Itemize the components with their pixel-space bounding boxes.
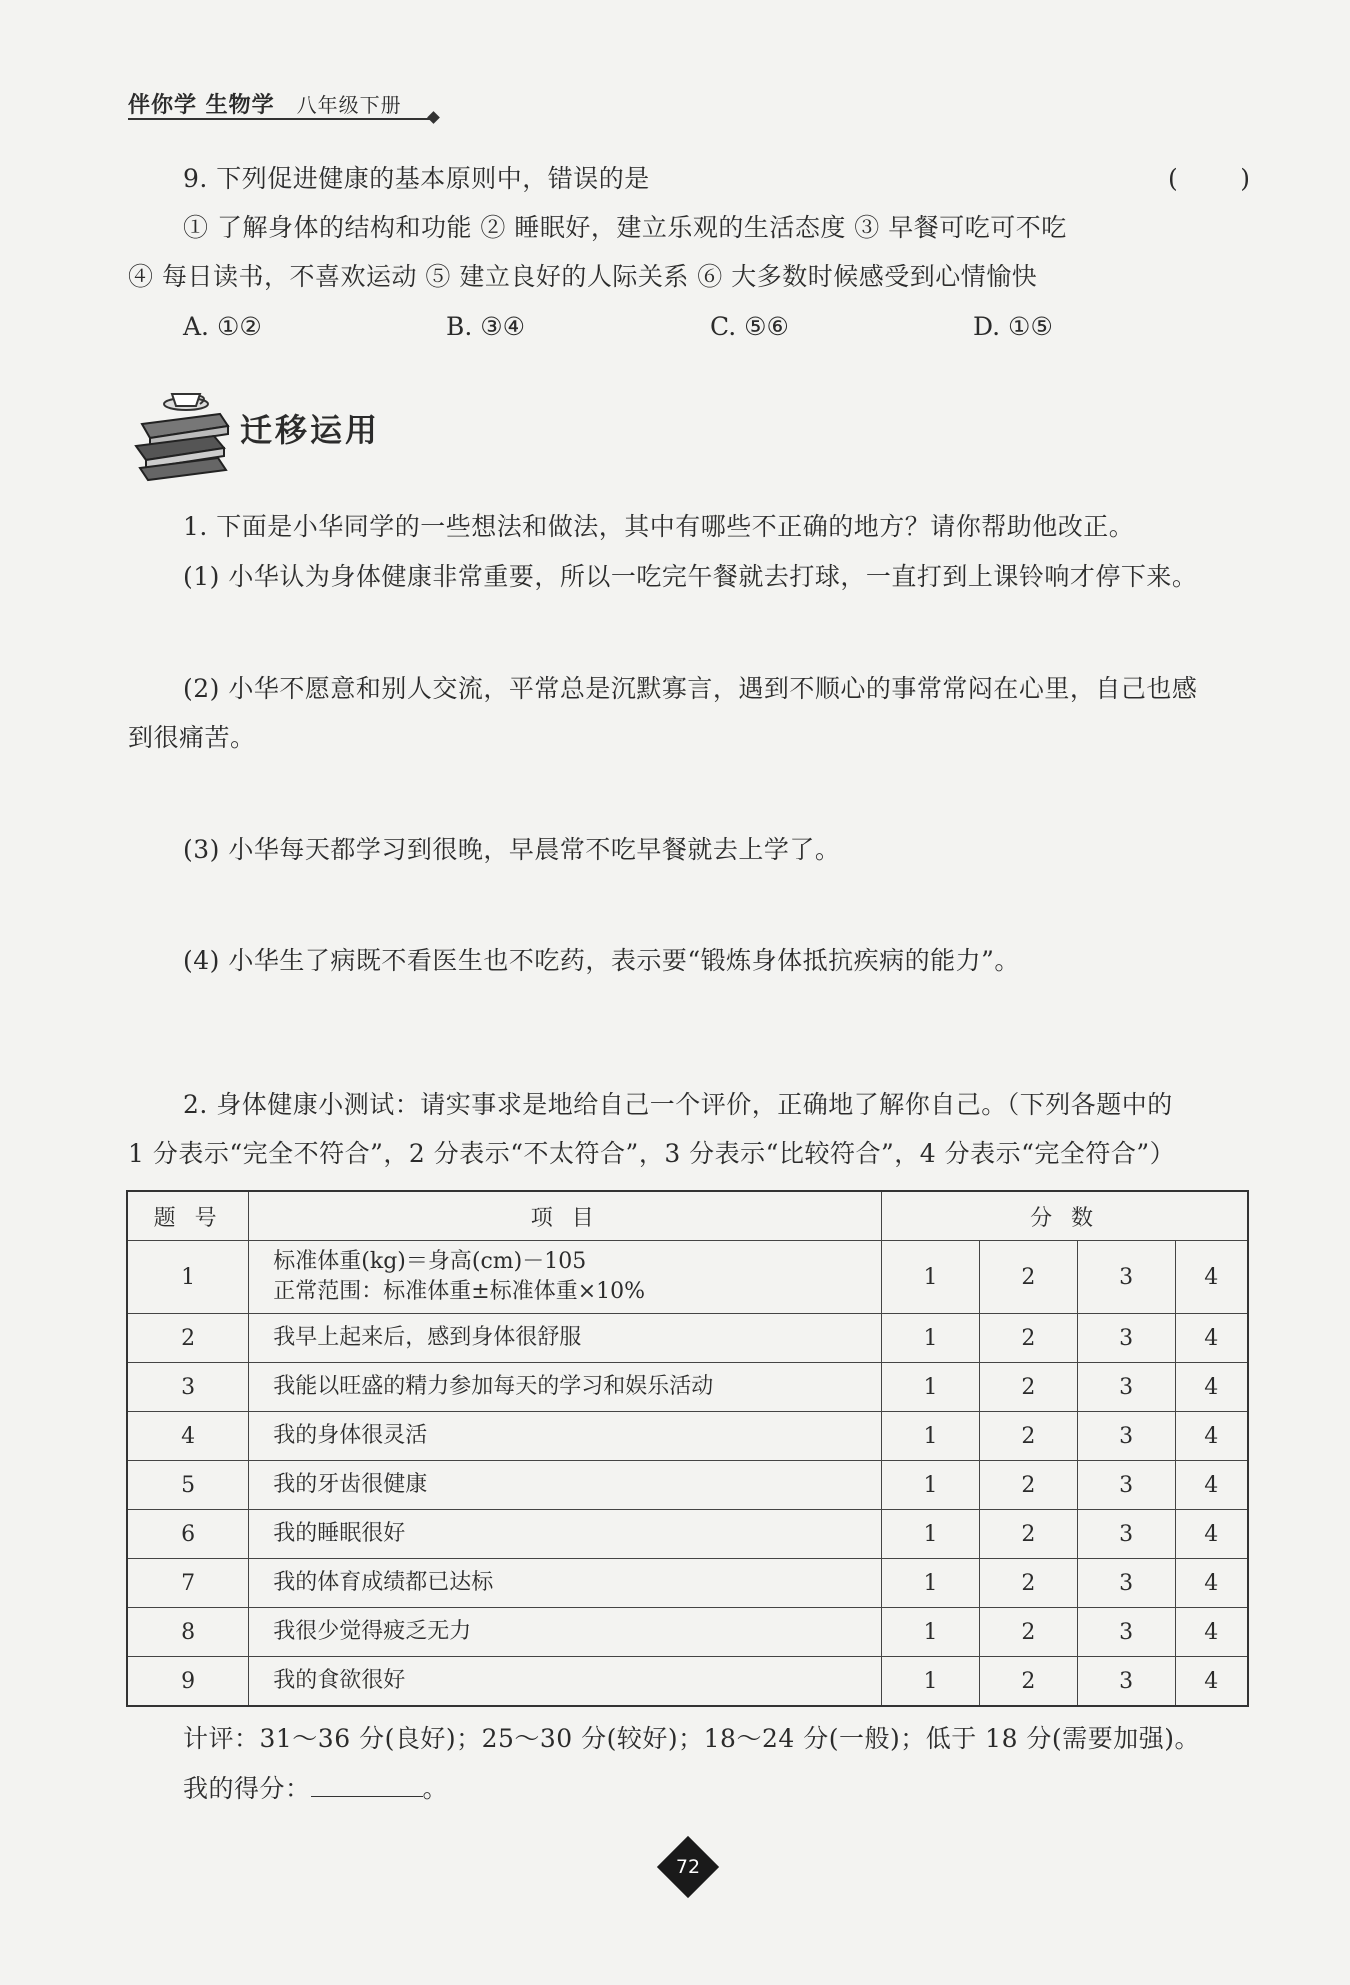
table-row [127,1461,1248,1510]
q9-statements-line-2: ④ 每日读书，不喜欢运动 ⑤ 建立良好的人际关系 ⑥ 大多数时候感受到心情愉快 [128,262,1038,291]
q9-stem: 9. 下列促进健康的基本原则中，错误的是 [183,164,650,193]
score-option-4[interactable]: 4 [1175,1608,1248,1657]
q9-option-c: C. ⑤⑥ [710,312,789,341]
table-header-row [127,1191,1248,1241]
score-option-3[interactable]: 3 [1077,1241,1175,1314]
table-row [127,1412,1248,1461]
section-title: 迁移运用 [240,411,381,449]
table-row [127,1510,1248,1559]
row-item: 我很少觉得疲乏无力 [249,1608,882,1657]
header-diamond-icon [427,111,440,124]
score-option-3[interactable]: 3 [1077,1510,1175,1559]
score-option-2[interactable]: 2 [979,1363,1077,1412]
health-test-table [126,1190,1249,1707]
score-option-3[interactable]: 3 [1077,1559,1175,1608]
score-option-2[interactable]: 2 [979,1461,1077,1510]
q1-part-2-line-1: (2) 小华不愿意和别人交流，平常总是沉默寡言，遇到不顺心的事常常闷在心里，自己也感 [183,674,1198,703]
book-grade: 八年级下册 [296,93,402,117]
score-option-3[interactable]: 3 [1077,1314,1175,1363]
row-item: 我的睡眠很好 [249,1510,882,1559]
q1-part-2-line-2: 到很痛苦。 [128,723,256,752]
score-option-4[interactable]: 4 [1175,1559,1248,1608]
q9-paren-open: ( [1168,164,1178,193]
page-number: 72 [675,1856,701,1878]
row-item-line-1: 标准体重(kg)＝身高(cm)－105 [273,1249,587,1274]
q9-answer-bracket [1168,162,1250,196]
score-option-3[interactable]: 3 [1077,1412,1175,1461]
score-option-1[interactable]: 1 [882,1608,980,1657]
score-option-2[interactable]: 2 [979,1559,1077,1608]
q9-option-b: B. ③④ [446,312,526,341]
row-item: 我的食欲很好 [249,1657,882,1707]
score-option-1[interactable]: 1 [882,1559,980,1608]
table-row [127,1241,1248,1314]
row-number: 7 [127,1559,249,1608]
score-option-2[interactable]: 2 [979,1412,1077,1461]
score-option-1[interactable]: 1 [882,1461,980,1510]
q2-stem-line-2: 1 分表示“完全不符合”，2 分表示“不太符合”，3 分表示“比较符合”，4 分表示“完全符合”） [128,1139,1176,1168]
q2-stem-line-1: 2. 身体健康小测试：请实事求是地给自己一个评价，正确地了解你自己。（下列各题中的 [183,1090,1173,1119]
row-number: 3 [127,1363,249,1412]
table-row [127,1314,1248,1363]
row-number: 1 [127,1241,249,1314]
row-item-line-2: 正常范围：标准体重±标准体重×10% [273,1279,646,1304]
row-number: 5 [127,1461,249,1510]
my-score-line [183,1772,448,1806]
score-option-4[interactable]: 4 [1175,1412,1248,1461]
score-option-4[interactable]: 4 [1175,1314,1248,1363]
score-option-4[interactable]: 4 [1175,1657,1248,1707]
q9-paren-close: ) [1240,164,1250,193]
table-row [127,1608,1248,1657]
header-item: 项 目 [249,1191,882,1241]
row-item [249,1241,882,1314]
score-option-1[interactable]: 1 [882,1241,980,1314]
score-option-1[interactable]: 1 [882,1657,980,1707]
score-option-1[interactable]: 1 [882,1314,980,1363]
score-option-1[interactable]: 1 [882,1510,980,1559]
score-option-2[interactable]: 2 [979,1608,1077,1657]
score-option-2[interactable]: 2 [979,1510,1077,1559]
q1-stem: 1. 下面是小华同学的一些想法和做法，其中有哪些不正确的地方？请你帮助他改正。 [183,512,1135,541]
running-header [128,88,402,119]
score-option-3[interactable]: 3 [1077,1363,1175,1412]
score-option-4[interactable]: 4 [1175,1461,1248,1510]
table-row [127,1559,1248,1608]
row-item: 我的身体很灵活 [249,1412,882,1461]
row-number: 4 [127,1412,249,1461]
q1-part-1: (1) 小华认为身体健康非常重要，所以一吃完午餐就去打球，一直打到上课铃响才停下来。 [183,562,1198,591]
score-option-2[interactable]: 2 [979,1241,1077,1314]
row-number: 9 [127,1657,249,1707]
score-option-1[interactable]: 1 [882,1412,980,1461]
my-score-label: 我的得分： [183,1774,311,1803]
score-option-3[interactable]: 3 [1077,1461,1175,1510]
header-rule [128,118,433,120]
book-brand: 伴你学 生物学 [128,93,275,118]
books-teacup-icon [128,384,238,484]
score-option-2[interactable]: 2 [979,1314,1077,1363]
score-option-4[interactable]: 4 [1175,1241,1248,1314]
q9-statements-line-1: ① 了解身体的结构和功能 ② 睡眠好，建立乐观的生活态度 ③ 早餐可吃可不吃 [183,213,1067,242]
score-option-4[interactable]: 4 [1175,1363,1248,1412]
row-number: 8 [127,1608,249,1657]
row-item: 我的牙齿很健康 [249,1461,882,1510]
table-row [127,1363,1248,1412]
score-option-3[interactable]: 3 [1077,1608,1175,1657]
my-score-end: 。 [422,1774,449,1803]
header-number: 题 号 [127,1191,249,1241]
row-number: 2 [127,1314,249,1363]
row-number: 6 [127,1510,249,1559]
q9-option-d: D. ①⑤ [973,312,1053,341]
row-item: 我早上起来后，感到身体很舒服 [249,1314,882,1363]
q9-option-a: A. ①② [183,312,262,341]
scoring-guide: 计评：31～36 分(良好)；25～30 分(较好)；18～24 分(一般)；低于 18 分(需要加强)。 [183,1724,1200,1753]
table-row [127,1657,1248,1707]
q1-part-4: (4) 小华生了病既不看医生也不吃药，表示要“锻炼身体抵抗疾病的能力”。 [183,946,1020,975]
score-option-3[interactable]: 3 [1077,1657,1175,1707]
q1-part-3: (3) 小华每天都学习到很晚，早晨常不吃早餐就去上学了。 [183,835,841,864]
score-option-2[interactable]: 2 [979,1657,1077,1707]
score-option-1[interactable]: 1 [882,1363,980,1412]
my-score-blank[interactable] [311,1772,423,1797]
row-item: 我能以旺盛的精力参加每天的学习和娱乐活动 [249,1363,882,1412]
row-item: 我的体育成绩都已达标 [249,1559,882,1608]
score-option-4[interactable]: 4 [1175,1510,1248,1559]
header-score: 分 数 [882,1191,1248,1241]
